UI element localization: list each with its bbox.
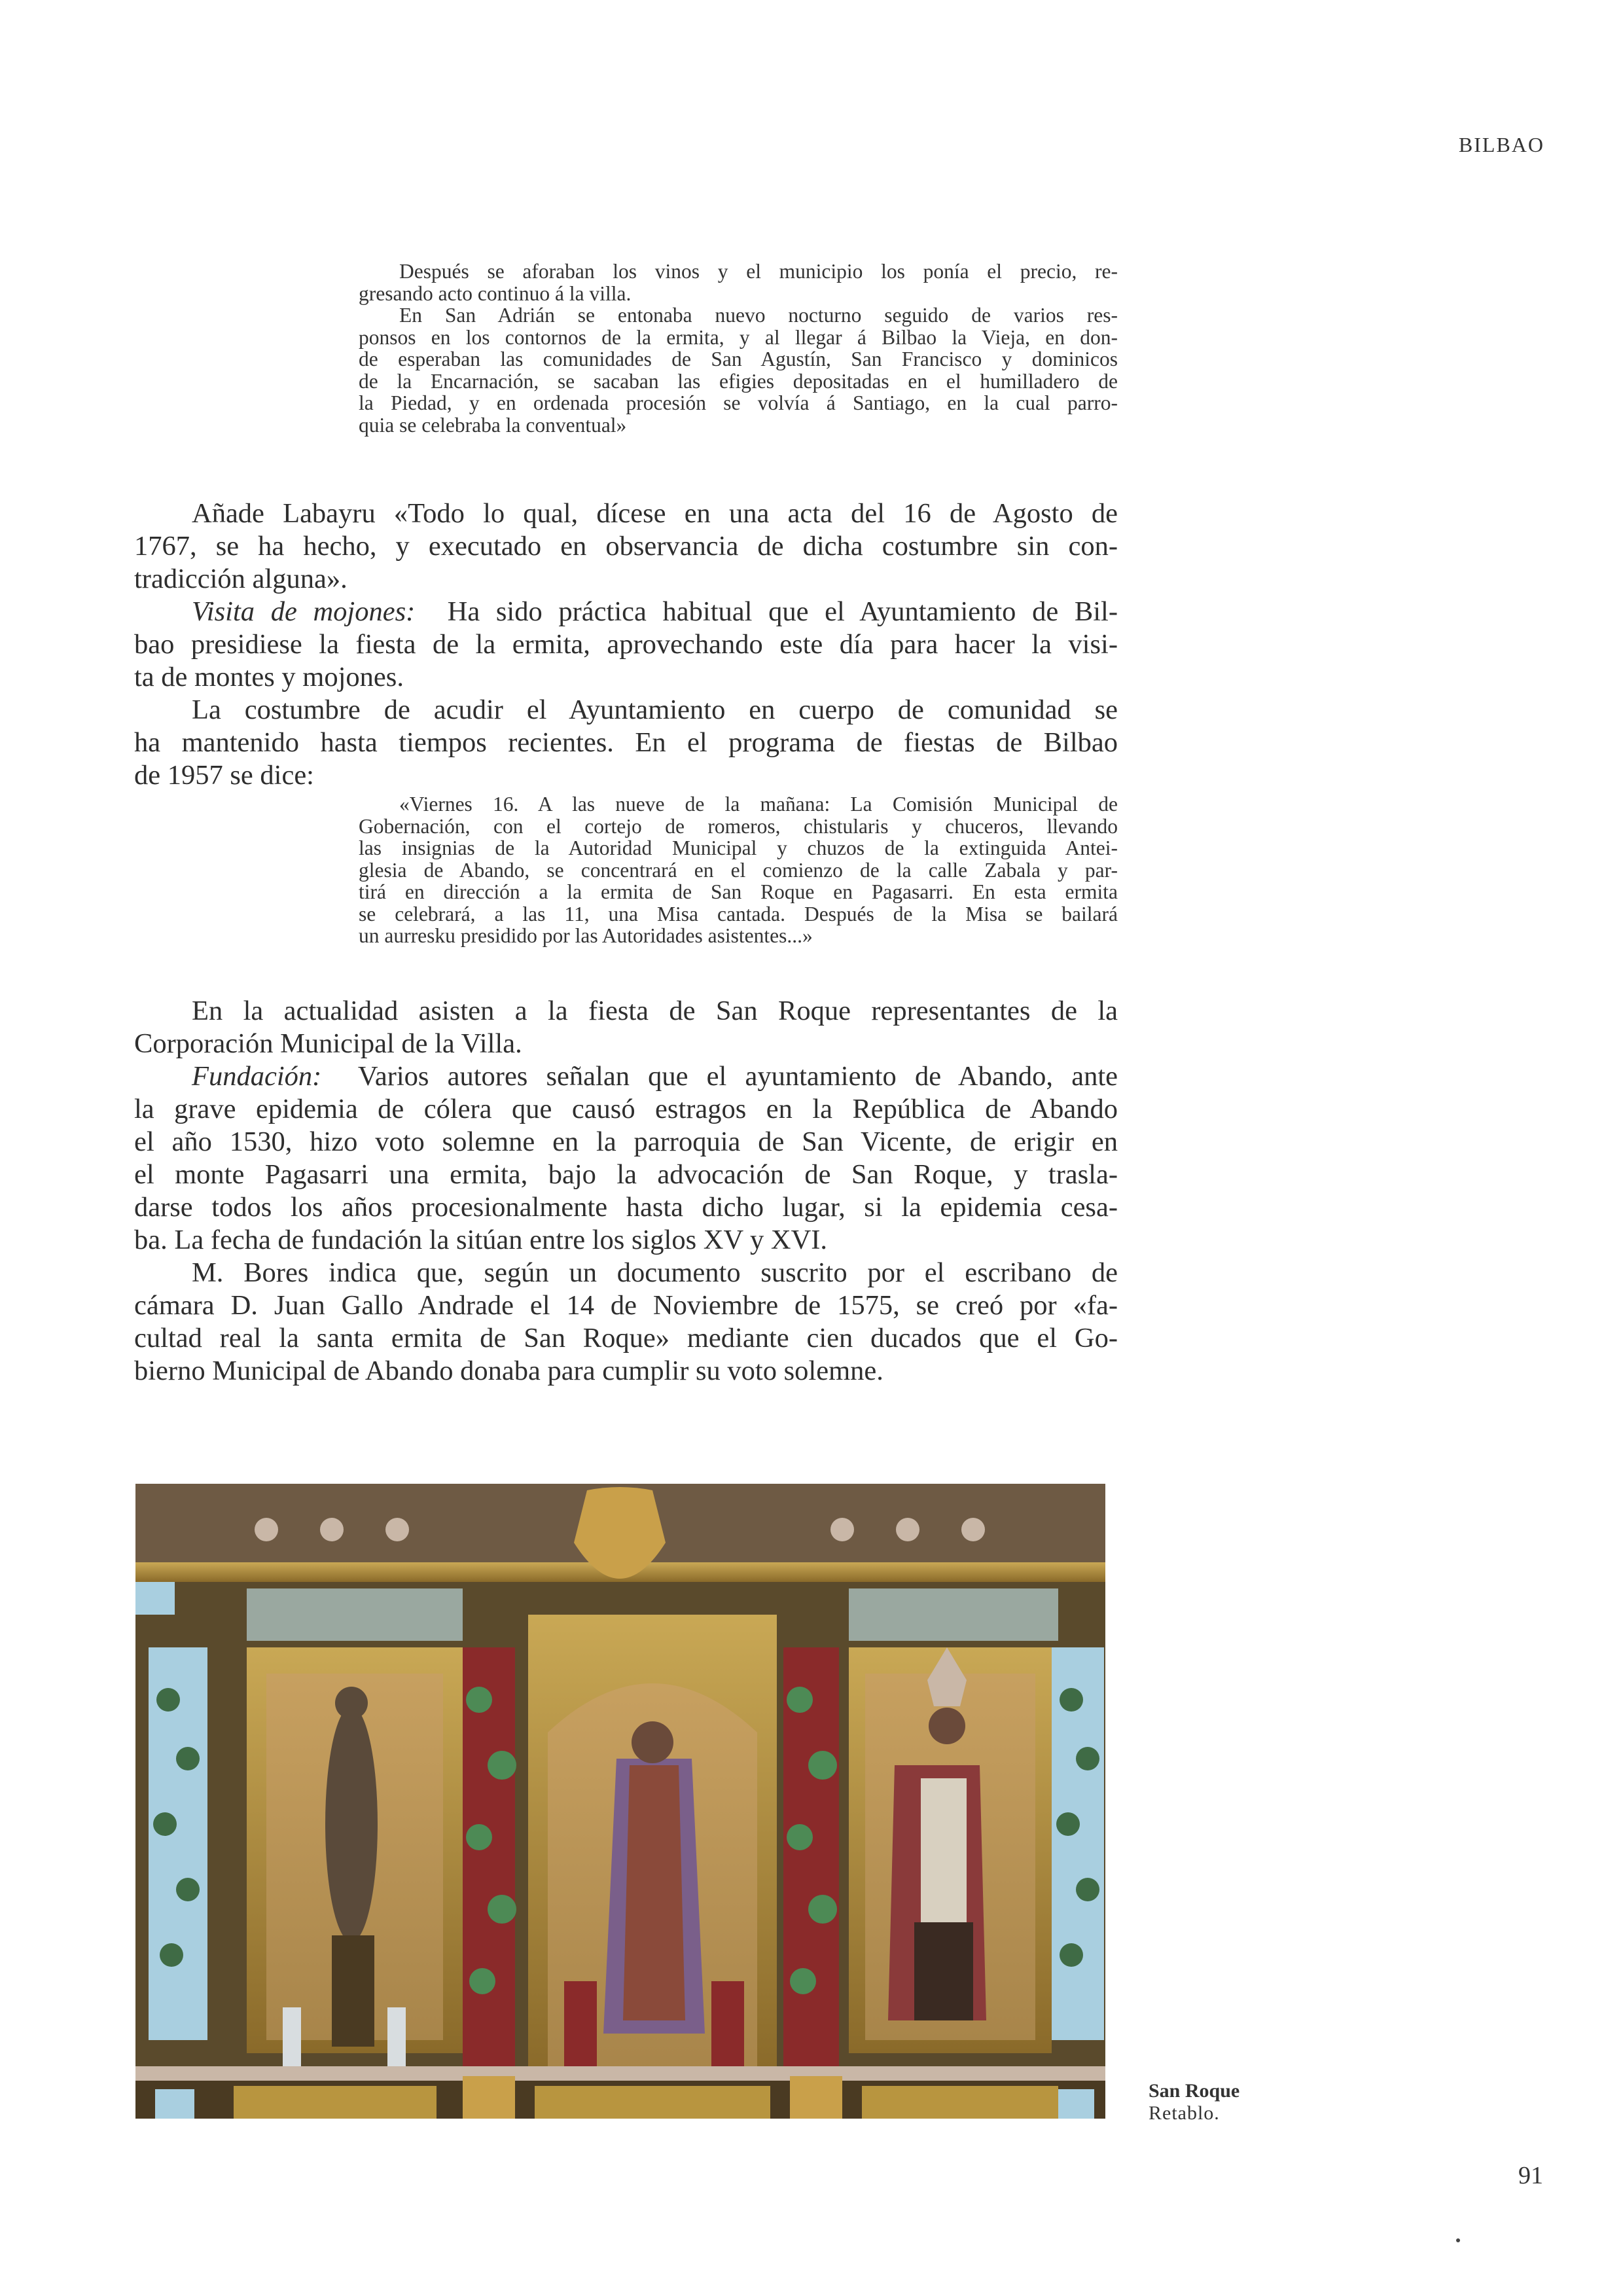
- block-quote-procession: [359, 260, 1118, 436]
- text-line: ta de montes y mojones.: [134, 662, 404, 692]
- retablo-illustration: [135, 1484, 1105, 2119]
- text-line: Añade Labayru «Todo lo qual, dícese en una acta del 16 de Agosto de: [192, 498, 1118, 529]
- text-line: el año 1530, hizo voto solemne en la parroquia de San Vicente, de erigir en: [134, 1126, 1118, 1157]
- run-in-heading: Visita de mojones:: [192, 596, 416, 627]
- block-quote-program-1957: [359, 793, 1118, 947]
- text-line: [134, 596, 1118, 628]
- text-line: [134, 1060, 1118, 1093]
- page-number: 91: [1518, 2162, 1543, 2189]
- text-line: el monte Pagasarri una ermita, bajo la advocación de San Roque, y trasla-: [134, 1159, 1118, 1190]
- text-line: cultad real la santa ermita de San Roque» mediante cien ducados que el Go-: [134, 1323, 1118, 1354]
- text-line: de esperaban las comunidades de San Agustín, San Francisco y dominicos: [359, 348, 1118, 370]
- figure-caption: [1149, 2080, 1240, 2125]
- text-line: tradicción alguna».: [134, 564, 348, 594]
- text-line: de la Encarnación, se sacaban las efigies depositadas en el humilladero de: [359, 369, 1118, 393]
- text-line: Gobernación, con el cortejo de romeros, chistularis y chuceros, llevando: [359, 814, 1118, 838]
- text-line: las insignias de la Autoridad Municipal y chuzos de la extinguida Antei-: [359, 836, 1118, 859]
- running-head: BILBAO: [1458, 133, 1544, 156]
- text-line: «Viernes 16. A las nueve de la mañana: La Comisión Municipal de: [399, 793, 1118, 816]
- text-line: cámara D. Juan Gallo Andrade el 14 de Noviembre de 1575, se creó por «fa-: [134, 1290, 1118, 1321]
- text-line: bierno Municipal de Abando donaba para cumplir su voto solemne.: [134, 1355, 883, 1386]
- text-line: Corporación Municipal de la Villa.: [134, 1028, 522, 1059]
- text-line: un aurresku presidido por las Autoridades asistentes...»: [359, 924, 813, 947]
- caption-title: San Roque: [1149, 2080, 1240, 2102]
- run-in-heading: Fundación:: [192, 1061, 322, 1092]
- statue-left: [325, 1687, 378, 2047]
- caption-text: Retablo.: [1149, 2102, 1220, 2124]
- text-line: bao presidiese la fiesta de la ermita, aprovechando este día para hacer la visi-: [134, 629, 1118, 660]
- text-line: Después se aforaban los vinos y el municipio los ponía el precio, re-: [399, 260, 1118, 283]
- text-line: M. Bores indica que, según un documento suscrito por el escribano de: [192, 1257, 1118, 1288]
- text-line: ponsos en los contornos de la ermita, y al llegar á Bilbao la Vieja, en don-: [359, 325, 1118, 349]
- body-text-section-1: [134, 497, 1118, 792]
- body-text-section-2: [134, 995, 1118, 1388]
- text-line: ba. La fecha de fundación la sitúan entre los siglos XV y XVI.: [134, 1225, 828, 1255]
- scan-speck: [1456, 2238, 1460, 2242]
- text-line: ha mantenido hasta tiempos recientes. En el programa de fiestas de Bilbao: [134, 727, 1118, 758]
- text-line: glesia de Abando, se concentrará en el comienzo de la calle Zabala y par-: [359, 858, 1118, 882]
- text-line: darse todos los años procesionalmente hasta dicho lugar, si la epidemia cesa-: [134, 1192, 1118, 1223]
- text-line: En la actualidad asisten a la fiesta de San Roque representantes de la: [192, 996, 1118, 1026]
- text-line: gresando acto continuo á la villa.: [359, 281, 632, 305]
- text-line: La costumbre de acudir el Ayuntamiento en cuerpo de comunidad se: [192, 694, 1118, 725]
- text-line: En San Adrián se entonaba nuevo nocturno seguido de varios res-: [399, 304, 1118, 327]
- text-line: la Piedad, y en ordenada procesión se volvía á Santiago, en la cual parro-: [359, 391, 1118, 414]
- text-line: 1767, se ha hecho, y executado en observancia de dicha costumbre sin con-: [134, 531, 1118, 562]
- text-line: tirá en dirección a la ermita de San Roque en Pagasarri. En esta ermita: [359, 880, 1118, 903]
- text-line: quia se celebraba la conventual»: [359, 413, 627, 437]
- text-line: la grave epidemia de cólera que causó estragos en la República de Abando: [134, 1094, 1118, 1124]
- statue-center: [603, 1721, 705, 2034]
- text-line: de 1957 se dice:: [134, 760, 314, 791]
- retablo-photo: [135, 1484, 1105, 2119]
- text-fragment: Varios autores señalan que el ayuntamiento de Abando, ante: [357, 1061, 1118, 1092]
- text-fragment: Ha sido práctica habitual que el Ayuntamiento de Bil-: [447, 596, 1118, 627]
- text-line: se celebrará, a las 11, una Misa cantada. Después de la Misa se bailará: [359, 902, 1118, 925]
